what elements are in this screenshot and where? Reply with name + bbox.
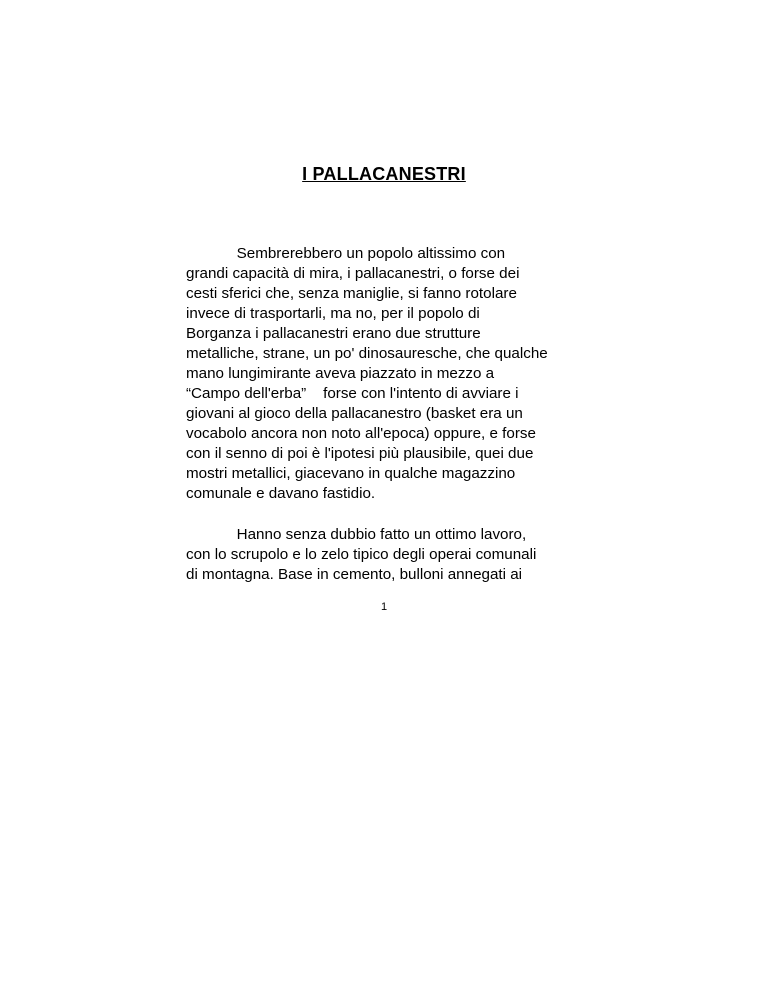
text-line: di montagna. Base in cemento, bulloni annegati ai [186,566,523,583]
document-title: I PALLACANESTRI [302,164,466,184]
text-line: Hanno senza dubbio fatto un ottimo lavoro, [186,526,527,543]
text-line: cesti sferici che, senza maniglie, si fanno rotolare [186,285,517,302]
text-line: Sembrerebbero un popolo altissimo con [186,245,506,262]
text-line: Borganza i pallacanestri erano due strutture [186,325,481,342]
text-line: comunale e davano fastidio. [186,485,376,502]
text-line: giovani al gioco della pallacanestro (basket era un [186,405,523,422]
text-line: con il senno di poi è l'ipotesi più plausibile, quei due [186,445,534,462]
text-line: grandi capacità di mira, i pallacanestri, o forse dei [186,265,520,282]
text-line: con lo scrupolo e lo zelo tipico degli operai comunali [186,546,537,563]
paragraph-gap [186,504,596,525]
text-line: metalliche, strane, un po' dinosauresche, che qualche [186,345,548,362]
document-body [186,244,596,585]
paragraph-2 [186,525,596,585]
text-line: mostri metallici, giacevano in qualche magazzino [186,465,516,482]
page-number: 1 [380,601,388,613]
text-line: invece di trasportarli, ma no, per il popolo di [186,305,480,322]
paragraph-1 [186,244,596,504]
text-line: “Campo dell'erba” forse con l'intento di avviare i [186,385,519,402]
text-line: vocabolo ancora non noto all'epoca) oppure, e forse [186,425,536,442]
text-line: mano lungimirante aveva piazzato in mezzo a [186,365,495,382]
